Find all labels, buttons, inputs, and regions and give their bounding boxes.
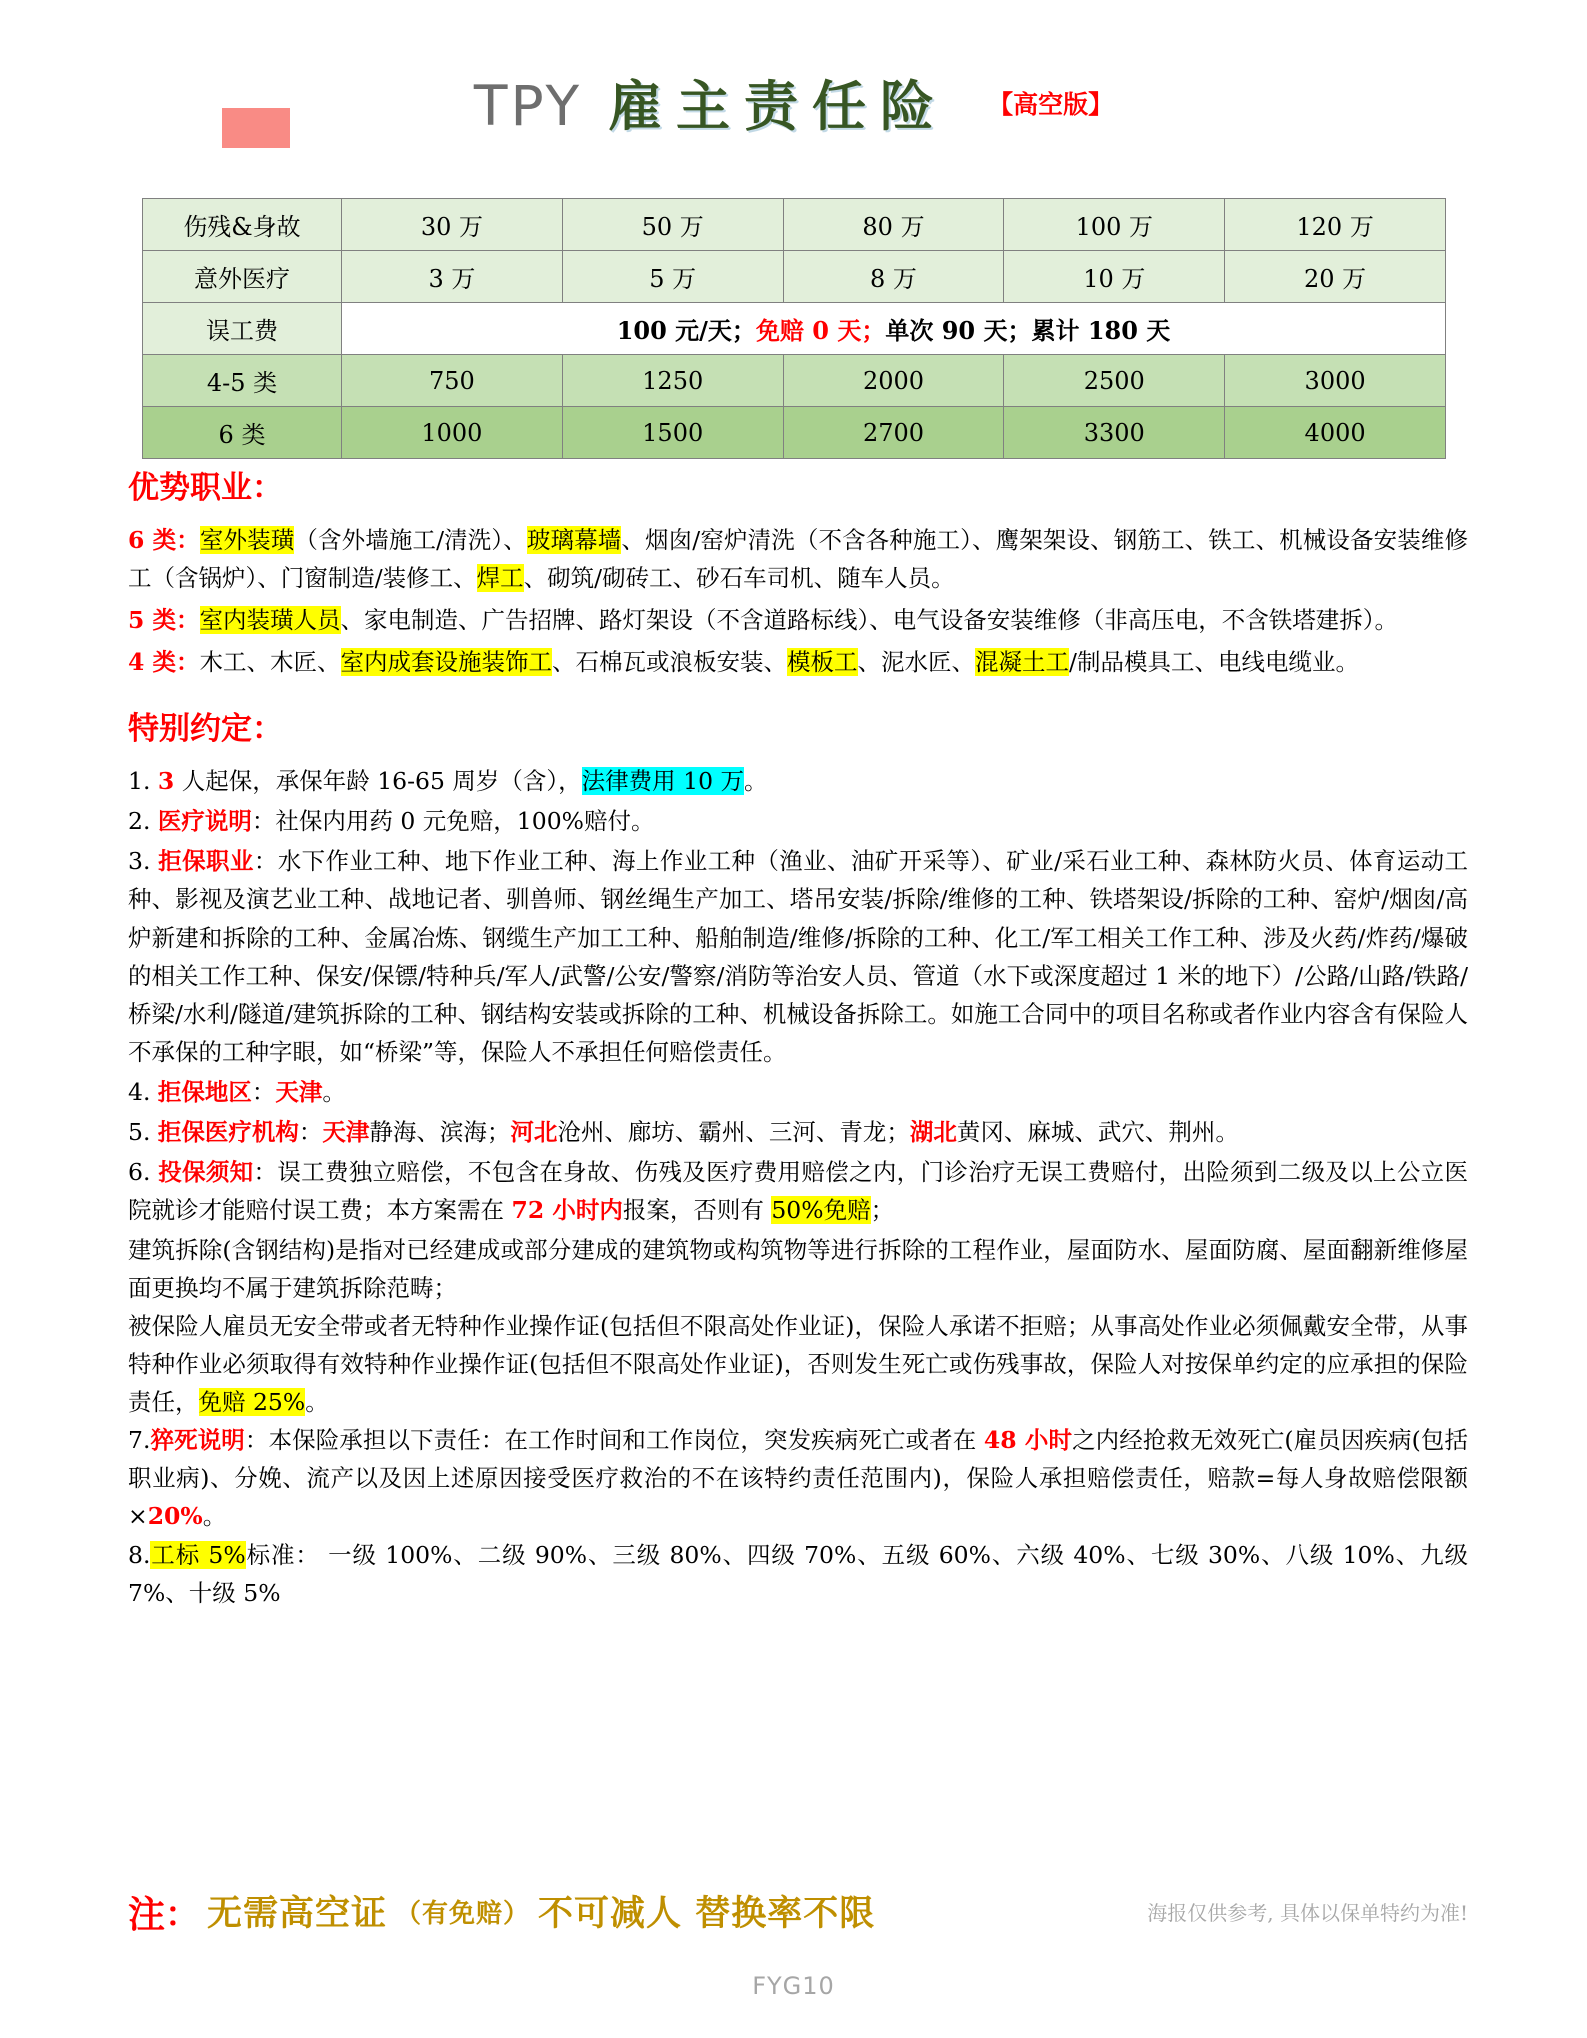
occupation-text: 木工、木匠、 — [199, 648, 341, 677]
term-text: 标准： 一级 100%、二级 90%、三级 80%、四级 70%、五级 60%、六级 40%、七级 30%、八级 10%、九级 7%、十级 5% — [128, 1540, 1468, 1607]
cell-value: 5 万 — [562, 251, 783, 303]
occupation-text: （含外墙施工/清洗）、 — [294, 526, 527, 554]
term-item — [128, 802, 1468, 840]
term-emphasis: 天津 — [275, 1077, 323, 1106]
brand-title-en: TPY — [473, 74, 583, 138]
term-item — [128, 842, 1468, 1070]
term-emphasis: 免赔 25% — [198, 1388, 306, 1417]
poster-footer — [128, 1884, 1468, 1938]
term-text: 被保险人雇员无安全带或者无特种作业操作证(包括但不限高处作业证)，保险人承诺不拒赔；从事高处作业必须佩戴安全带，从事特种作业必须取得有效特种作业操作证(包括但不限高处作业证)，否则发生死亡或伤残事故，保险人对按保单约定的应承担的保险责任， — [128, 1312, 1468, 1417]
term-item — [128, 1153, 1468, 1229]
note-part-2: （有免赔） — [395, 1898, 531, 1929]
occupation-text: 、石棉瓦或浪板安装、 — [552, 648, 788, 677]
special-terms-subparagraphs — [128, 1231, 1468, 1421]
term-emphasis: 3 — [157, 767, 175, 796]
highlighted-occupation: 室内装璜人员 — [199, 606, 341, 635]
term-emphasis: 工标 5% — [150, 1540, 246, 1569]
occupation-class-5 — [128, 601, 1468, 639]
term-emphasis: 20% — [147, 1502, 203, 1531]
term-number: 6. — [128, 1157, 151, 1186]
term-text: ：误工费独立赔偿，不包含在身故、伤残及医疗费用赔偿之内，门诊治疗无误工费赔付，出险须到二级及以上公立医院就诊才能赔付误工费；本方案需在 — [128, 1157, 1468, 1224]
term-text: 之内经抢救无效死亡(雇员因疾病(包括职业病)、分娩、流产以及因上述原因接受医疗救治的不在该特约责任范围内)，保险人承担赔偿责任，赔款=每人身故赔偿限额× — [128, 1426, 1468, 1531]
note-colon: ： — [165, 1894, 199, 1935]
cell-value: 50 万 — [562, 199, 783, 251]
title-group — [474, 64, 1113, 141]
cell-value: 4000 — [1225, 407, 1446, 459]
highlighted-occupation: 混凝土工 — [975, 648, 1070, 677]
highlighted-occupation: 焊工 — [476, 564, 524, 593]
class-6-label: 6 类： — [128, 526, 200, 554]
term-text: 。 — [305, 1388, 329, 1417]
class-5-text — [200, 606, 1399, 634]
term-number: 8. — [128, 1540, 151, 1569]
highlighted-occupation: 室外装璜 — [199, 526, 295, 554]
term-item — [128, 1113, 1468, 1151]
plan-code: FYG10 — [752, 1972, 835, 2000]
term-item-7 — [128, 1421, 1468, 1535]
term-item-8 — [128, 1536, 1468, 1612]
term-text: ： — [298, 1117, 323, 1146]
cell-value: 3 万 — [342, 251, 563, 303]
cell-value: 2500 — [1004, 355, 1225, 407]
special-terms-list — [128, 762, 1468, 1229]
term-number: 7. — [128, 1426, 151, 1455]
cell-value: 750 — [342, 355, 563, 407]
term-text: 。 — [744, 767, 768, 796]
row-label: 4-5 类 — [143, 355, 342, 407]
wage-part-deductible: 免赔 0 天； — [755, 316, 886, 345]
cell-value: 20 万 — [1225, 251, 1446, 303]
term-item — [128, 1073, 1468, 1111]
cell-value: 2000 — [783, 355, 1004, 407]
occupation-class-6 — [128, 521, 1468, 597]
class-4-text — [200, 648, 1359, 676]
cell-value: 3300 — [1004, 407, 1225, 459]
pink-decoration-block — [222, 108, 290, 148]
term-text: ： — [251, 1077, 276, 1106]
term-text: ：水下作业工种、地下作业工种、海上作业工种（渔业、油矿开采等）、矿业/采石业工种、森林防火员、体育运动工种、影视及演艺业工种、战地记者、驯兽师、钢丝绳生产加工、塔吊安装/拆除/维修的工种、铁塔架设/拆除的工种、窑炉/烟囱/高炉新建和拆除的工种、金属冶炼、钢缆生产加工工种、船舶制造/维修/拆除的工种、化工/军工相关工作工种、涉及火药/炸药/爆破的相关工作工种、保安/保镖/特种兵/军人/武警/公安/警察/消防等治安人员、管道（水下或深度超过 1 米的地下）/公路/山路/铁路/桥梁/水利/隧道/建筑拆除的工种、钢结构安装或拆除的工种、机械设备拆除工。如施工合同中的项目名称或者作业内容含有保险人不承保的工种字眼，如“桥梁”等，保险人不承担任何赔偿责任。 — [128, 847, 1468, 1066]
brand-title-cn: 雇主责任险 — [608, 75, 949, 138]
term-text: 黄冈、麻城、武穴、荆州。 — [956, 1117, 1239, 1146]
term-emphasis: 猝死说明 — [150, 1426, 245, 1455]
row-label: 误工费 — [143, 303, 342, 355]
special-terms-heading: 特别约定： — [128, 711, 283, 748]
cell-value: 8 万 — [783, 251, 1004, 303]
term-number: 2. — [128, 807, 151, 836]
term-text: ：社保内用药 0 元免赔，100%赔付。 — [251, 807, 655, 836]
term-emphasis: 湖北 — [909, 1117, 957, 1146]
table-row-medical — [143, 251, 1446, 303]
table-row-class-4-5 — [143, 355, 1446, 407]
term-item — [128, 762, 1468, 800]
rate-table-container — [142, 198, 1446, 459]
term-emphasis: 50%免赔 — [771, 1195, 871, 1224]
term-text: 静海、滨海； — [369, 1117, 511, 1146]
term-emphasis: 天津 — [322, 1117, 370, 1146]
highlighted-occupation: 玻璃幕墙 — [526, 526, 622, 554]
table-row-lost-wages — [143, 303, 1446, 355]
class-4-label: 4 类： — [128, 648, 200, 677]
occupation-text: /制品模具工、电线电缆业。 — [1069, 648, 1359, 677]
note-label: 注 — [128, 1893, 165, 1936]
cell-value: 1500 — [562, 407, 783, 459]
rate-table — [142, 198, 1446, 459]
cell-value: 100 万 — [1004, 199, 1225, 251]
cell-value: 3000 — [1225, 355, 1446, 407]
row-label: 意外医疗 — [143, 251, 342, 303]
term-text — [150, 1118, 157, 1146]
term-text: 。 — [322, 1077, 346, 1106]
term-emphasis: 法律费用 10 万 — [581, 767, 745, 796]
term-emphasis: 48 小时 — [983, 1426, 1073, 1455]
occupation-text: 、泥水匠、 — [857, 648, 976, 677]
cell-value: 80 万 — [783, 199, 1004, 251]
term-subparagraph — [128, 1231, 1468, 1307]
term-text: 报案，否则有 — [622, 1195, 772, 1224]
cell-value: 10 万 — [1004, 251, 1225, 303]
term-text — [150, 1078, 157, 1106]
term-emphasis: 拒保职业 — [158, 847, 254, 876]
class-5-label: 5 类： — [128, 606, 200, 635]
wage-part-limits: 单次 90 天；累计 180 天 — [885, 316, 1171, 345]
term-text: ：本保险承担以下责任：在工作时间和工作岗位，突发疾病死亡或者在 — [244, 1426, 984, 1455]
highlighted-occupation: 室内成套设施装饰工 — [340, 648, 553, 677]
cell-value: 2700 — [783, 407, 1004, 459]
term-text: 沧州、廊坊、霸州、三河、青龙； — [557, 1117, 910, 1146]
disclaimer-text: 海报仅供参考, 具体以保单特约为准! — [1147, 1900, 1468, 1925]
poster-content — [128, 440, 1468, 1612]
advantage-occupations-heading: 优势职业： — [128, 470, 283, 506]
term-number: 4. — [128, 1077, 151, 1106]
cell-value: 30 万 — [342, 199, 563, 251]
occupation-text: 、烟囱/窑炉清洗（不含各种施工）、鹰架架设、钢筋工、铁工、机械设备安装维修工（含锅炉）、门窗制造/装修工、 — [128, 526, 1469, 593]
term-emphasis: 河北 — [510, 1117, 558, 1146]
row-label: 伤残&身故 — [143, 199, 342, 251]
occupation-text: 、家电制造、广告招牌、路灯架设（不含道路标线）、电气设备安装维修（非高压电，不含铁塔建拆）。 — [340, 606, 1399, 635]
term-text: ； — [870, 1195, 895, 1224]
table-row-disability — [143, 199, 1446, 251]
term-emphasis: 投保须知 — [158, 1157, 254, 1186]
term-subparagraph — [128, 1307, 1468, 1421]
lost-wages-detail — [342, 303, 1446, 355]
cell-value: 120 万 — [1225, 199, 1446, 251]
highlighted-occupation: 模板工 — [787, 648, 858, 677]
term-emphasis: 拒保医疗机构 — [157, 1117, 299, 1146]
term-text: 人起保，承保年龄 16-65 周岁（含）， — [174, 767, 582, 796]
term-emphasis: 拒保地区 — [157, 1077, 252, 1106]
term-emphasis: 72 小时内 — [511, 1195, 623, 1224]
occupation-class-4 — [128, 643, 1468, 681]
term-text — [150, 807, 157, 835]
note-part-3: 不可减人 替换率不限 — [538, 1894, 876, 1934]
term-emphasis: 医疗说明 — [157, 807, 252, 836]
poster-header — [0, 0, 1587, 150]
cell-value: 1000 — [342, 407, 563, 459]
class-6-text — [128, 526, 1468, 592]
term-text: 建筑拆除(含钢结构)是指对已经建成或部分建成的建筑物或构筑物等进行拆除的工程作业，屋面防水、屋面防腐、屋面翻新维修屋面更换均不属于建筑拆除范畴； — [128, 1236, 1468, 1303]
term-number: 3. — [128, 847, 151, 876]
term-number: 5. — [128, 1117, 151, 1146]
occupation-text: 、砌筑/砌砖工、砂石车司机、随车人员。 — [523, 564, 955, 593]
wage-part-rate: 100 元/天； — [616, 316, 756, 345]
term-text: 。 — [202, 1502, 227, 1531]
cell-value: 1250 — [562, 355, 783, 407]
row-label: 6 类 — [143, 407, 342, 459]
term-number: 1. — [128, 767, 151, 796]
term-text — [150, 767, 157, 795]
version-badge: 【高空版】 — [988, 89, 1114, 119]
note-part-1: 无需高空证 — [207, 1894, 388, 1934]
